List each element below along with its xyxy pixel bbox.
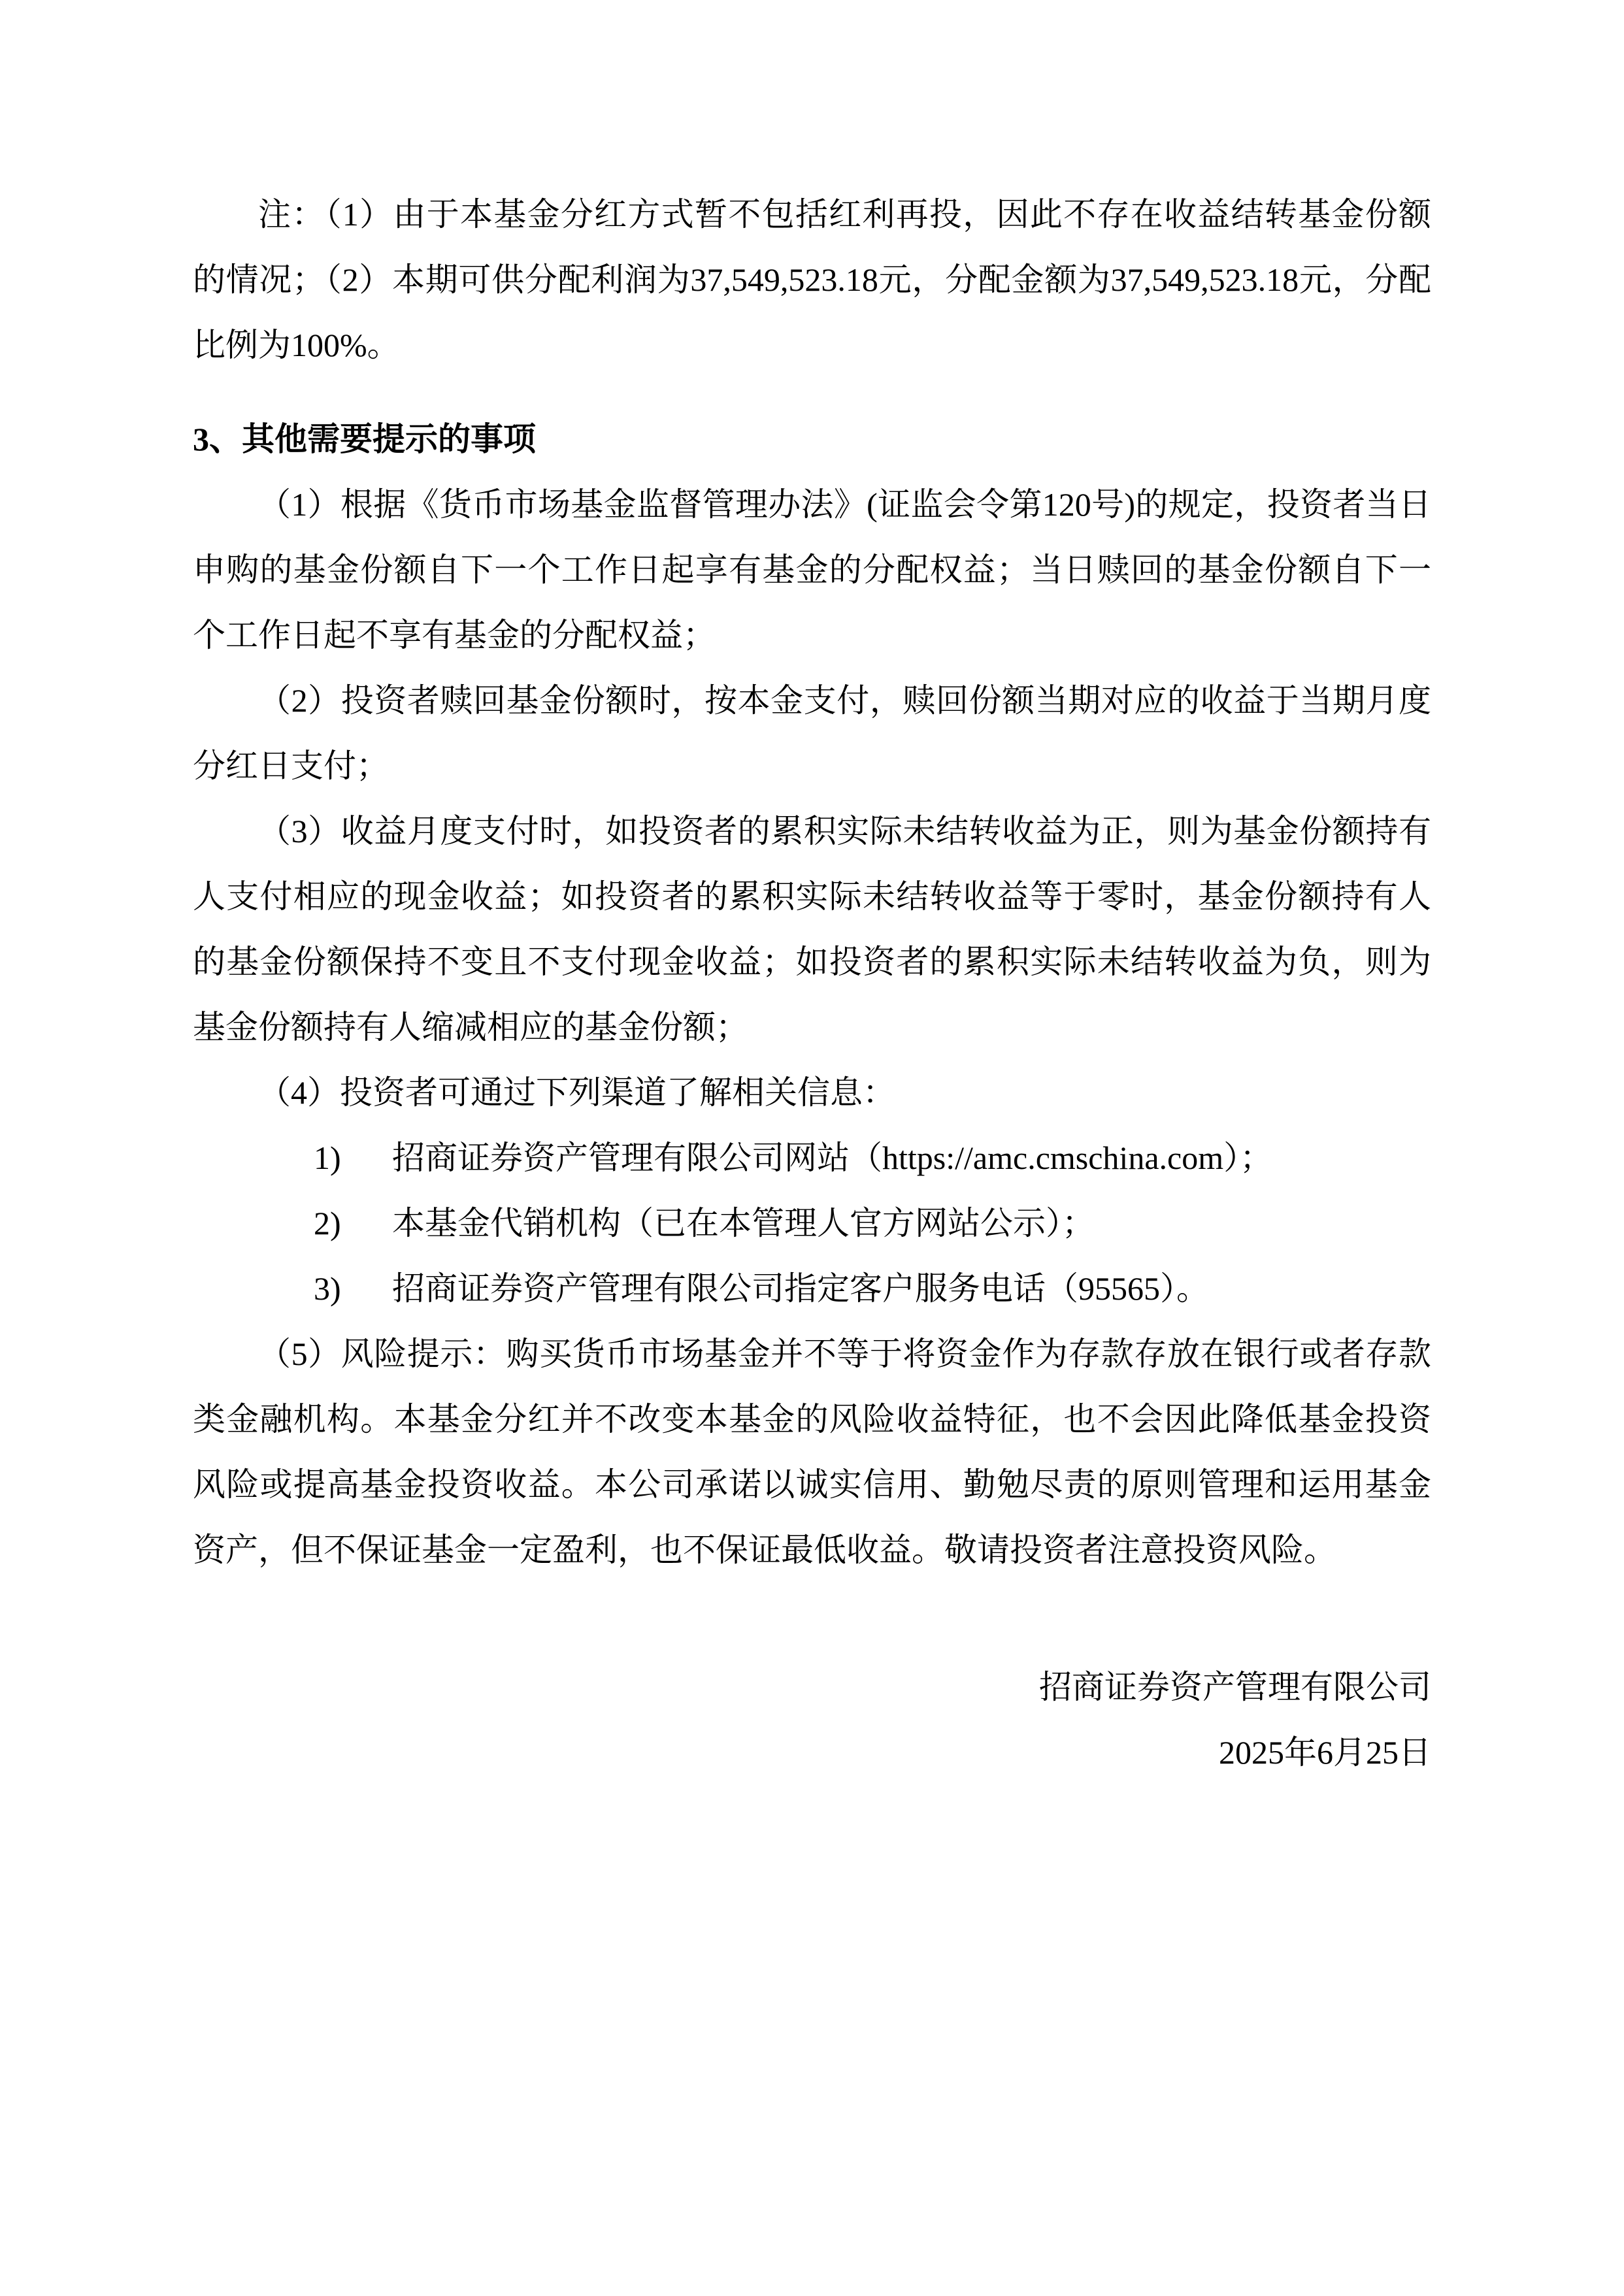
list-item-marker: 3): [314, 1270, 341, 1307]
list-item-marker: 2): [314, 1205, 341, 1241]
paragraph-2-redemption-payment: （2）投资者赎回基金份额时，按本金支付，赎回份额当期对应的收益于当期月度分红日支付；: [193, 682, 1431, 784]
list-item-text: 本基金代销机构（已在本管理人官方网站公示）；: [392, 1205, 1095, 1241]
note-paragraph: 注：（1）由于本基金分红方式暂不包括红利再投，因此不存在收益结转基金份额的情况；（2）本期可供分配利润为37,549,523.18元，分配金额为37,549,523.18元，分配比例为100%。: [193, 196, 1431, 363]
list-item-marker: 1): [314, 1140, 341, 1176]
paragraph-5-risk-warning: （5）风险提示：购买货币市场基金并不等于将资金作为存款存放在银行或者存款类金融机构。本基金分红并不改变本基金的风险收益特征，也不会因此降低基金投资风险或提高基金投资收益。本公司承诺以诚实信用、勤勉尽责的原则管理和运用基金资产，但不保证基金一定盈利，也不保证最低收益。敬请投资者注意投资风险。: [193, 1336, 1431, 1568]
section-heading: 3、其他需要提示的事项: [193, 421, 536, 457]
signature-block: [193, 1654, 1431, 1785]
list-item-text: 招商证券资产管理有限公司指定客户服务电话（95565）。: [392, 1270, 1209, 1307]
channel-list: [193, 1125, 1431, 1321]
signature-date: 2025年6月25日: [1219, 1734, 1431, 1771]
paragraph-4-information-channels: （4）投资者可通过下列渠道了解相关信息：: [258, 1074, 895, 1111]
list-item: [193, 1190, 1431, 1256]
paragraph-1-subscription-rights: （1）根据《货币市场基金监督管理办法》(证监会令第120号)的规定，投资者当日申购的基金份额自下一个工作日起享有基金的分配权益；当日赎回的基金份额自下一个工作日起不享有基金的分配权益；: [193, 486, 1431, 653]
list-item-text: 招商证券资产管理有限公司网站（https://amc.cmschina.com）；: [392, 1140, 1273, 1176]
list-item: [193, 1125, 1431, 1190]
list-item: [193, 1256, 1431, 1321]
paragraph-3-monthly-income-payment: （3）收益月度支付时，如投资者的累积实际未结转收益为正，则为基金份额持有人支付相应的现金收益；如投资者的累积实际未结转收益等于零时，基金份额持有人的基金份额保持不变且不支付现金收益；如投资者的累积实际未结转收益为负，则为基金份额持有人缩减相应的基金份额；: [193, 813, 1431, 1045]
signature-company: 招商证券资产管理有限公司: [1039, 1669, 1431, 1705]
